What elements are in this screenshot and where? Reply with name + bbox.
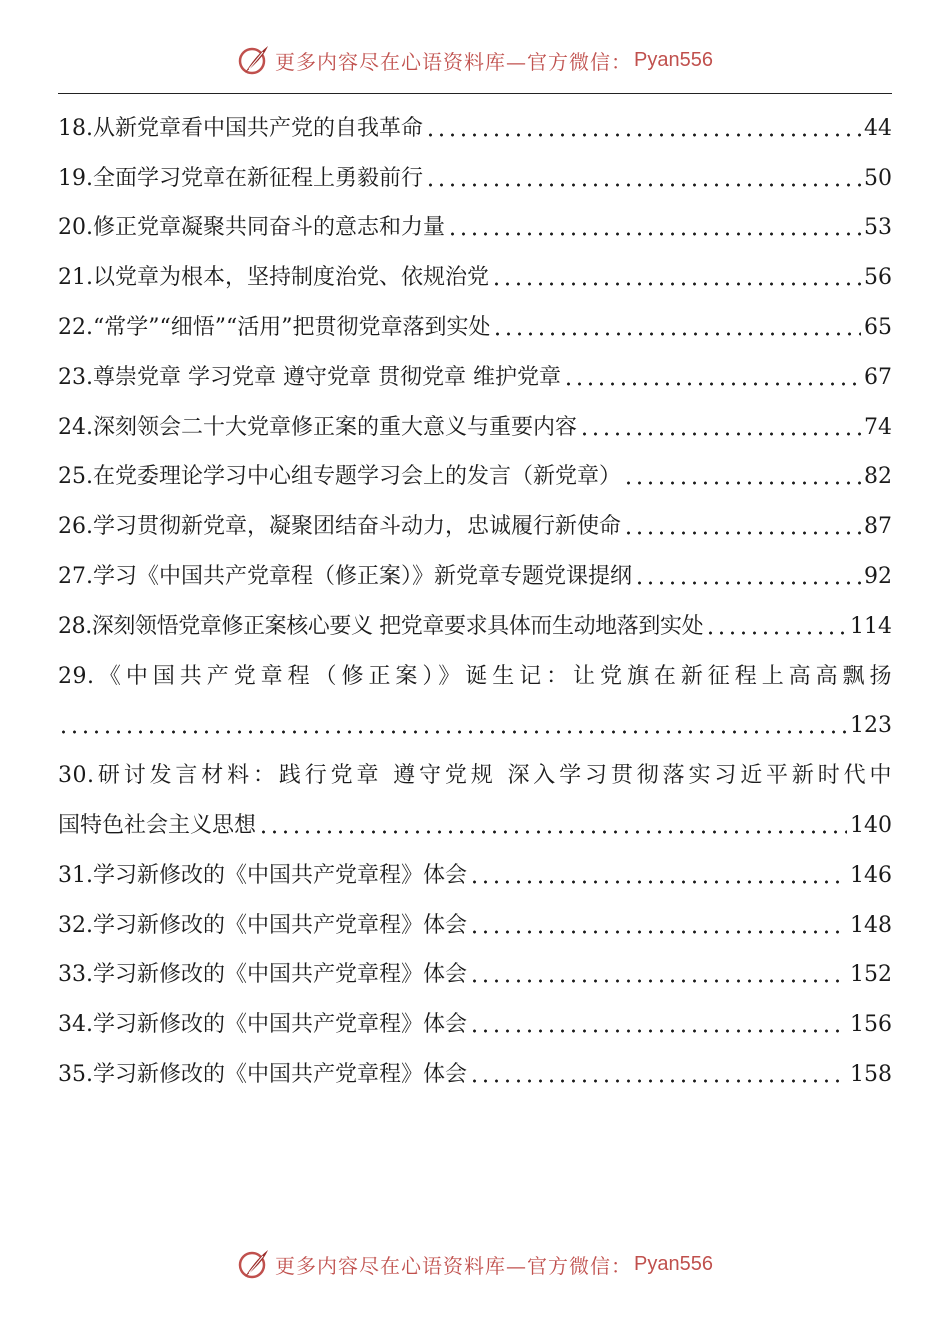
toc-item-page: 123 — [850, 713, 892, 739]
toc-item-title: 25.在党委理论学习中心组专题学习会上的发言（新党章） — [58, 464, 621, 490]
toc-item[interactable] — [58, 204, 892, 254]
toc-item-title: 22.“常学”“细悟”“活用”把贯彻党章落到实处 — [58, 315, 491, 341]
toc-item-title-continued: 国特色社会主义思想 — [58, 813, 257, 839]
dot-leader — [469, 1064, 847, 1086]
watermark-id: Pyan556 — [634, 1252, 713, 1275]
dot-leader — [623, 466, 861, 488]
dot-leader — [469, 964, 847, 986]
toc-item-page: 92 — [864, 564, 892, 590]
watermark-text: 更多内容尽在心语资料库—官方微信： — [275, 49, 633, 74]
toc-item-title: 29.《中国共产党章程（修正案）》诞生记：让党旗在新征程上高高飘扬 — [58, 663, 892, 689]
toc-item-line-2[interactable] — [58, 702, 892, 752]
toc-item-page: 74 — [864, 414, 892, 440]
toc-item-title: 18.从新党章看中国共产党的自我革命 — [58, 115, 423, 141]
toc-item-page: 114 — [850, 613, 892, 639]
toc-item-page: 44 — [864, 115, 892, 141]
dot-leader — [705, 616, 847, 638]
toc-item-title: 20.修正党章凝聚共同奋斗的意志和力量 — [58, 215, 445, 241]
quill-logo-icon — [237, 1247, 271, 1281]
dot-leader — [469, 865, 847, 887]
dot-leader — [563, 367, 861, 389]
toc-item[interactable] — [58, 1050, 892, 1100]
toc-item[interactable] — [58, 253, 892, 303]
toc-item-title: 23.尊崇党章 学习党章 遵守党章 贯彻党章 维护党章 — [58, 364, 561, 390]
footer-watermark — [0, 1242, 950, 1286]
toc-item[interactable] — [58, 104, 892, 154]
header-watermark — [0, 38, 950, 82]
toc-item[interactable] — [58, 453, 892, 503]
dot-leader — [469, 915, 847, 937]
toc-item-title: 21.以党章为根本，坚持制度治党、依规治党 — [58, 265, 489, 291]
toc-item-page: 56 — [864, 265, 892, 291]
toc-item[interactable] — [58, 403, 892, 453]
quill-logo-icon — [237, 43, 271, 77]
toc-item[interactable] — [58, 1000, 892, 1050]
toc-item-title: 33.学习新修改的《中国共产党章程》体会 — [58, 962, 467, 988]
dot-leader — [579, 417, 861, 439]
dot-leader — [58, 715, 847, 737]
header-divider — [58, 93, 892, 94]
toc-item-title: 24.深刻领会二十大党章修正案的重大意义与重要内容 — [58, 414, 577, 440]
table-of-contents — [58, 104, 892, 1100]
toc-item-page: 146 — [850, 862, 892, 888]
dot-leader — [425, 168, 861, 190]
dot-leader — [447, 217, 861, 239]
toc-item-page: 67 — [864, 364, 892, 390]
toc-item-page: 50 — [864, 165, 892, 191]
toc-item[interactable] — [58, 602, 892, 652]
toc-item-title: 31.学习新修改的《中国共产党章程》体会 — [58, 862, 467, 888]
toc-item-title: 34.学习新修改的《中国共产党章程》体会 — [58, 1012, 467, 1038]
toc-item-page: 53 — [864, 215, 892, 241]
dot-leader — [634, 566, 861, 588]
toc-item-page: 156 — [850, 1012, 892, 1038]
toc-item-title: 32.学习新修改的《中国共产党章程》体会 — [58, 912, 467, 938]
toc-item-title: 19.全面学习党章在新征程上勇毅前行 — [58, 165, 423, 191]
watermark-text: 更多内容尽在心语资料库—官方微信： — [275, 1253, 633, 1278]
watermark-id: Pyan556 — [634, 48, 713, 71]
toc-item[interactable] — [58, 154, 892, 204]
toc-item-page: 140 — [850, 813, 892, 839]
toc-item-line-2[interactable] — [58, 801, 892, 851]
toc-item-title: 27.学习《中国共产党章程（修正案）》新党章专题党课提纲 — [58, 564, 632, 590]
toc-item-page: 82 — [864, 464, 892, 490]
toc-item[interactable] — [58, 552, 892, 602]
dot-leader — [425, 118, 861, 140]
toc-item-page: 65 — [864, 315, 892, 341]
toc-item[interactable] — [58, 303, 892, 353]
toc-item[interactable] — [58, 353, 892, 403]
toc-item-page: 148 — [850, 912, 892, 938]
toc-item-title: 30.研讨发言材料：践行党章 遵守党规 深入学习贯彻落实习近平新时代中 — [58, 763, 892, 789]
toc-item[interactable] — [58, 901, 892, 951]
toc-item-title: 35.学习新修改的《中国共产党章程》体会 — [58, 1062, 467, 1088]
toc-item-line-1[interactable] — [58, 751, 892, 801]
toc-item[interactable] — [58, 851, 892, 901]
toc-item-title: 28.深刻领悟党章修正案核心要义 把党章要求具体而生动地落到实处 — [58, 613, 704, 639]
toc-item-page: 87 — [864, 514, 892, 540]
toc-item-line-1[interactable] — [58, 652, 892, 702]
dot-leader — [258, 815, 847, 837]
dot-leader — [492, 317, 861, 339]
dot-leader — [469, 1014, 847, 1036]
toc-item[interactable] — [58, 951, 892, 1001]
toc-item-page: 158 — [850, 1062, 892, 1088]
dot-leader — [623, 516, 861, 538]
toc-item-title: 26.学习贯彻新党章，凝聚团结奋斗动力，忠诚履行新使命 — [58, 514, 621, 540]
toc-item[interactable] — [58, 502, 892, 552]
dot-leader — [491, 267, 861, 289]
toc-item-page: 152 — [850, 962, 892, 988]
